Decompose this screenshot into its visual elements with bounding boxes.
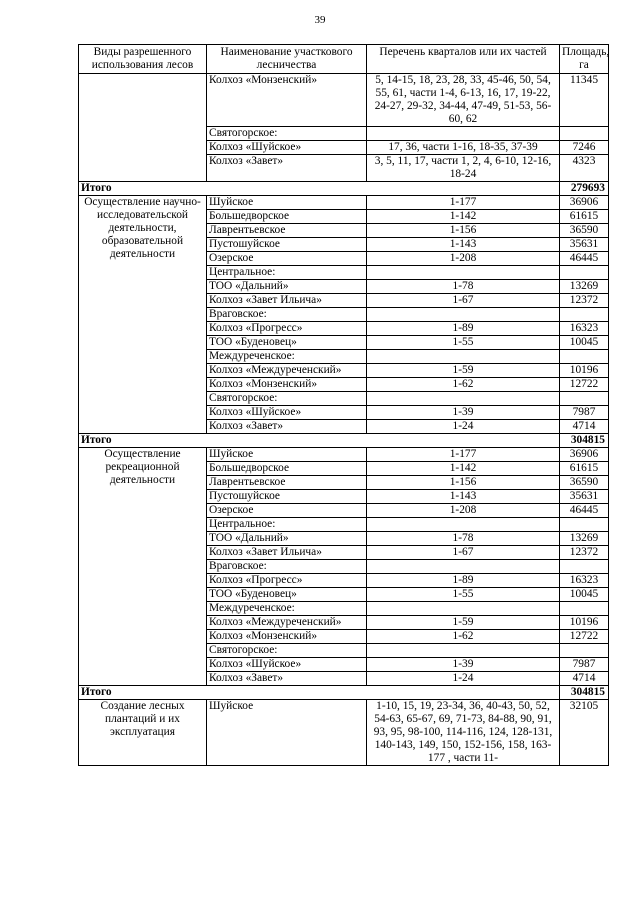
area-cell: 7987 xyxy=(560,658,609,672)
quarters-cell: 1-177 xyxy=(367,196,560,210)
header-quarters: Перечень кварталов или их частей xyxy=(367,45,560,74)
area-cell: 36906 xyxy=(560,196,609,210)
quarters-cell: 1-39 xyxy=(367,658,560,672)
quarters-cell: 1-59 xyxy=(367,364,560,378)
table-header-row xyxy=(79,45,609,74)
quarters-cell xyxy=(367,560,560,574)
quarters-cell: 17, 36, части 1-16, 18-35, 37-39 xyxy=(367,141,560,155)
area-cell: 10045 xyxy=(560,336,609,350)
quarters-cell xyxy=(367,644,560,658)
quarters-cell: 1-67 xyxy=(367,546,560,560)
quarters-cell: 1-39 xyxy=(367,406,560,420)
forestry-name-cell: Колхоз «Монзенский» xyxy=(207,378,367,392)
forestry-name-cell: Центральное: xyxy=(207,518,367,532)
area-cell: 10196 xyxy=(560,364,609,378)
header-forestry-name: Наименование участкового лесничества xyxy=(207,45,367,74)
quarters-cell xyxy=(367,308,560,322)
area-cell: 36590 xyxy=(560,224,609,238)
quarters-cell: 5, 14-15, 18, 23, 28, 33, 45-46, 50, 54, 55, 61, части 1-4, 6-13, 16, 17, 19-22, 24-27, 29-32, 34-44, 47-49, 51-53, 56-60, 62 xyxy=(367,74,560,127)
forestry-name-cell: Колхоз «Прогресс» xyxy=(207,322,367,336)
forestry-name-cell: Колхоз «Междуреченский» xyxy=(207,364,367,378)
forestry-name-cell: Шуйское xyxy=(207,448,367,462)
quarters-cell: 1-156 xyxy=(367,224,560,238)
area-cell: 7987 xyxy=(560,406,609,420)
quarters-cell: 3, 5, 11, 17, части 1, 2, 4, 6-10, 12-16, 18-24 xyxy=(367,155,560,182)
forestry-name-cell: Колхоз «Завет» xyxy=(207,155,367,182)
quarters-cell: 1-89 xyxy=(367,574,560,588)
forestry-name-cell: Лаврентьевское xyxy=(207,224,367,238)
quarters-cell: 1-10, 15, 19, 23-34, 36, 40-43, 50, 52, 54-63, 65-67, 69, 71-73, 84-88, 90, 91, 93, 95, 98-100, 114-116, 124, 128-131, 140-143, 149, 150, 152-156, 158, 163-177 , части 11- xyxy=(367,700,560,766)
total-value: 304815 xyxy=(560,686,609,700)
area-cell: 16323 xyxy=(560,322,609,336)
area-cell xyxy=(560,266,609,280)
area-cell: 36590 xyxy=(560,476,609,490)
forestry-name-cell: Святогорское: xyxy=(207,644,367,658)
table-row xyxy=(79,700,609,766)
forestry-name-cell: Пустошуйское xyxy=(207,490,367,504)
quarters-cell xyxy=(367,266,560,280)
forestry-name-cell: Колхоз «Прогресс» xyxy=(207,574,367,588)
quarters-cell: 1-142 xyxy=(367,210,560,224)
forestry-name-cell: Колхоз «Шуйское» xyxy=(207,406,367,420)
quarters-cell: 1-208 xyxy=(367,252,560,266)
page-number: 39 xyxy=(314,14,326,26)
area-cell xyxy=(560,560,609,574)
forestry-name-cell: Колхоз «Завет Ильича» xyxy=(207,546,367,560)
quarters-cell: 1-156 xyxy=(367,476,560,490)
forestry-name-cell: ТОО «Дальний» xyxy=(207,532,367,546)
area-cell: 4714 xyxy=(560,420,609,434)
area-cell xyxy=(560,392,609,406)
forestry-name-cell: Колхоз «Монзенский» xyxy=(207,630,367,644)
forestry-name-cell: ТОО «Дальний» xyxy=(207,280,367,294)
area-cell: 13269 xyxy=(560,280,609,294)
area-cell xyxy=(560,518,609,532)
forestry-name-cell: Враговское: xyxy=(207,560,367,574)
total-row xyxy=(79,686,609,700)
use-type-cell xyxy=(79,74,207,182)
quarters-cell: 1-177 xyxy=(367,448,560,462)
area-cell xyxy=(560,308,609,322)
area-cell xyxy=(560,127,609,141)
quarters-cell: 1-55 xyxy=(367,336,560,350)
total-label: Итого xyxy=(79,686,560,700)
area-cell xyxy=(560,602,609,616)
area-cell: 11345 xyxy=(560,74,609,127)
forestry-name-cell: Большедворское xyxy=(207,462,367,476)
forestry-name-cell: Озерское xyxy=(207,504,367,518)
quarters-cell: 1-143 xyxy=(367,490,560,504)
quarters-cell: 1-55 xyxy=(367,588,560,602)
table-row xyxy=(79,448,609,462)
forestry-name-cell: Шуйское xyxy=(207,700,367,766)
area-cell: 32105 xyxy=(560,700,609,766)
area-cell: 61615 xyxy=(560,210,609,224)
forestry-name-cell: Колхоз «Междуреченский» xyxy=(207,616,367,630)
quarters-cell: 1-24 xyxy=(367,672,560,686)
forestry-name-cell: Колхоз «Завет» xyxy=(207,672,367,686)
area-cell: 12722 xyxy=(560,630,609,644)
quarters-cell xyxy=(367,518,560,532)
area-cell: 10045 xyxy=(560,588,609,602)
forestry-name-cell: Озерское xyxy=(207,252,367,266)
area-cell: 61615 xyxy=(560,462,609,476)
area-cell: 36906 xyxy=(560,448,609,462)
area-cell: 10196 xyxy=(560,616,609,630)
total-label: Итого xyxy=(79,434,560,448)
quarters-cell: 1-62 xyxy=(367,630,560,644)
quarters-cell xyxy=(367,602,560,616)
use-type-cell: Создание лесных плантаций и их эксплуатация xyxy=(79,700,207,766)
quarters-cell xyxy=(367,392,560,406)
area-cell: 12722 xyxy=(560,378,609,392)
forest-use-table xyxy=(78,44,609,766)
forestry-name-cell: Колхоз «Завет Ильича» xyxy=(207,294,367,308)
forestry-name-cell: Шуйское xyxy=(207,196,367,210)
forestry-name-cell: Колхоз «Завет» xyxy=(207,420,367,434)
quarters-cell: 1-78 xyxy=(367,532,560,546)
quarters-cell xyxy=(367,127,560,141)
quarters-cell: 1-62 xyxy=(367,378,560,392)
quarters-cell xyxy=(367,350,560,364)
forestry-name-cell: Святогорское: xyxy=(207,127,367,141)
quarters-cell: 1-67 xyxy=(367,294,560,308)
forestry-name-cell: Центральное: xyxy=(207,266,367,280)
area-cell xyxy=(560,644,609,658)
total-row xyxy=(79,182,609,196)
total-label: Итого xyxy=(79,182,560,196)
total-row xyxy=(79,434,609,448)
area-cell: 13269 xyxy=(560,532,609,546)
quarters-cell: 1-89 xyxy=(367,322,560,336)
forestry-name-cell: ТОО «Буденовец» xyxy=(207,588,367,602)
forestry-name-cell: Лаврентьевское xyxy=(207,476,367,490)
total-value: 304815 xyxy=(560,434,609,448)
table-row xyxy=(79,74,609,127)
forestry-name-cell: ТОО «Буденовец» xyxy=(207,336,367,350)
area-cell: 4323 xyxy=(560,155,609,182)
use-type-cell: Осуществление научно-исследовательской деятельности, образовательной деятельности xyxy=(79,196,207,434)
forestry-name-cell: Колхоз «Шуйское» xyxy=(207,141,367,155)
forestry-name-cell: Пустошуйское xyxy=(207,238,367,252)
quarters-cell: 1-208 xyxy=(367,504,560,518)
total-value: 279693 xyxy=(560,182,609,196)
area-cell: 35631 xyxy=(560,490,609,504)
area-cell: 7246 xyxy=(560,141,609,155)
quarters-cell: 1-59 xyxy=(367,616,560,630)
forestry-name-cell: Колхоз «Монзенский» xyxy=(207,74,367,127)
quarters-cell: 1-78 xyxy=(367,280,560,294)
forestry-name-cell: Большедворское xyxy=(207,210,367,224)
forestry-name-cell: Враговское: xyxy=(207,308,367,322)
forestry-name-cell: Междуреченское: xyxy=(207,350,367,364)
area-cell: 46445 xyxy=(560,504,609,518)
forestry-name-cell: Святогорское: xyxy=(207,392,367,406)
header-use-type: Виды разрешенного использования лесов xyxy=(79,45,207,74)
area-cell: 12372 xyxy=(560,294,609,308)
forestry-name-cell: Колхоз «Шуйское» xyxy=(207,658,367,672)
area-cell: 46445 xyxy=(560,252,609,266)
area-cell: 12372 xyxy=(560,546,609,560)
quarters-cell: 1-143 xyxy=(367,238,560,252)
area-cell: 16323 xyxy=(560,574,609,588)
table-row xyxy=(79,196,609,210)
area-cell: 35631 xyxy=(560,238,609,252)
forestry-name-cell: Междуреченское: xyxy=(207,602,367,616)
use-type-cell: Осуществление рекреационной деятельности xyxy=(79,448,207,686)
area-cell: 4714 xyxy=(560,672,609,686)
quarters-cell: 1-24 xyxy=(367,420,560,434)
quarters-cell: 1-142 xyxy=(367,462,560,476)
area-cell xyxy=(560,350,609,364)
header-area: Площадь, га xyxy=(560,45,609,74)
